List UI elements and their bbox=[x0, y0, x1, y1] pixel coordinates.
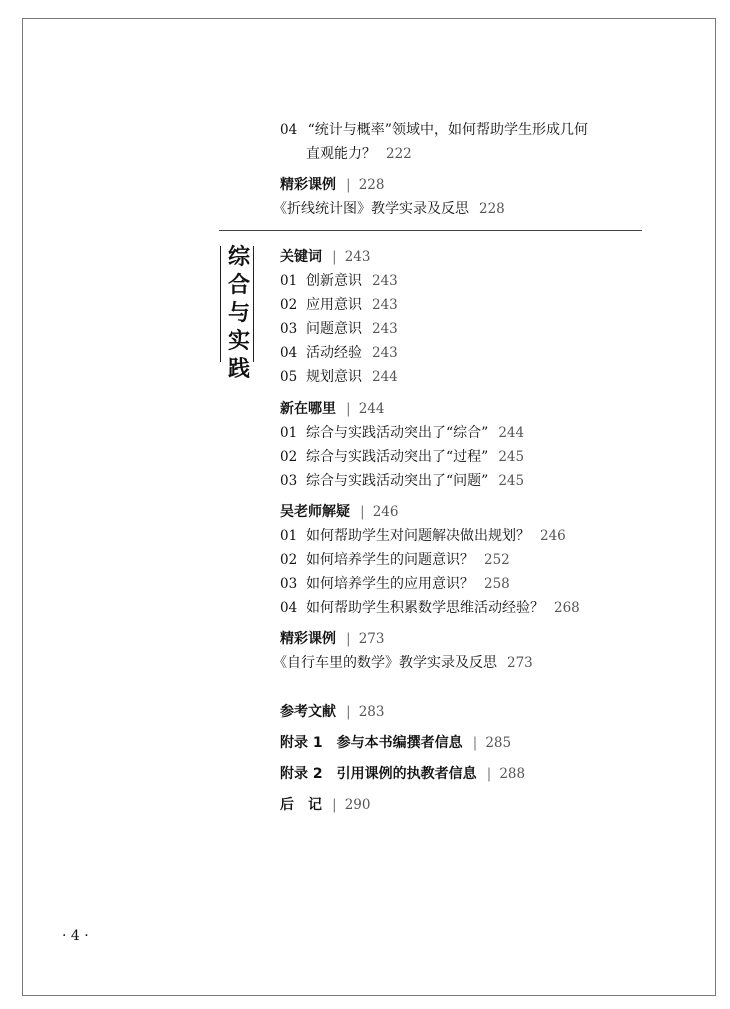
entry-number: 05 bbox=[280, 369, 298, 385]
toc-entry[interactable] bbox=[280, 551, 510, 569]
entry-text: 活动经验 bbox=[306, 345, 362, 361]
entry-page: 245 bbox=[498, 473, 525, 489]
separator: | bbox=[472, 735, 478, 751]
entry-text: 综合与实践活动突出了“问题” bbox=[306, 473, 489, 489]
toc-entry-case[interactable] bbox=[273, 654, 533, 672]
toc-entry[interactable] bbox=[280, 599, 580, 617]
separator: | bbox=[346, 401, 351, 417]
heading-page: 228 bbox=[358, 177, 385, 193]
entry-page: 246 bbox=[540, 528, 566, 544]
entry-label: 附录 2 引用课例的执教者信息 bbox=[280, 766, 477, 782]
page-number: · 4 · bbox=[62, 928, 89, 944]
separator: | bbox=[332, 249, 337, 265]
entry-number: 04 bbox=[280, 345, 298, 361]
entry-text: 综合与实践活动突出了“综合” bbox=[306, 425, 489, 441]
entry-number: 03 bbox=[280, 576, 298, 592]
entry-page: 283 bbox=[358, 704, 385, 720]
section-heading[interactable] bbox=[280, 176, 385, 194]
separator: | bbox=[346, 177, 351, 193]
entry-number: 03 bbox=[280, 321, 298, 337]
heading-text: 吴老师解疑 bbox=[280, 504, 350, 520]
entry-text: 如何帮助学生对问题解决做出规划？ bbox=[306, 528, 530, 544]
entry-page: 290 bbox=[344, 797, 371, 813]
entry-page: 258 bbox=[484, 576, 510, 592]
qa-heading[interactable] bbox=[280, 503, 399, 521]
entry-number: 04 bbox=[280, 122, 298, 138]
entry-text: 《折线统计图》教学实录及反思 bbox=[273, 201, 469, 217]
back-matter-entry[interactable] bbox=[280, 765, 525, 783]
toc-entry[interactable] bbox=[280, 472, 524, 490]
entry-label: 附录 1 参与本书编撰者信息 bbox=[280, 735, 463, 751]
entry-page: 273 bbox=[507, 655, 533, 671]
entry-text: 如何培养学生的应用意识？ bbox=[306, 576, 474, 592]
separator: | bbox=[360, 504, 365, 520]
case-heading[interactable] bbox=[280, 630, 385, 648]
separator: | bbox=[332, 797, 337, 813]
heading-page: 273 bbox=[358, 631, 385, 647]
entry-page: 243 bbox=[372, 345, 398, 361]
entry-number: 02 bbox=[280, 297, 298, 313]
heading-text: 新在哪里 bbox=[280, 401, 336, 417]
entry-text: 如何培养学生的问题意识？ bbox=[306, 552, 474, 568]
entry-page: 228 bbox=[479, 201, 505, 217]
toc-entry[interactable] bbox=[280, 424, 524, 442]
title-char: 实 bbox=[227, 329, 250, 354]
toc-entry[interactable] bbox=[280, 320, 398, 338]
toc-entry-case[interactable] bbox=[273, 200, 505, 218]
entry-number: 03 bbox=[280, 473, 298, 489]
entry-page: 245 bbox=[498, 449, 525, 465]
title-bar-left bbox=[220, 246, 221, 362]
separator: | bbox=[346, 704, 351, 720]
heading-text: 关键词 bbox=[280, 249, 322, 265]
keywords-heading[interactable] bbox=[280, 248, 371, 266]
back-matter-entry[interactable] bbox=[280, 703, 385, 721]
back-matter-entry[interactable] bbox=[280, 796, 371, 814]
entry-number: 02 bbox=[280, 449, 298, 465]
back-matter-entry[interactable] bbox=[280, 734, 511, 752]
entry-text: 规划意识 bbox=[306, 369, 362, 385]
entry-page: 243 bbox=[372, 297, 398, 313]
entry-page: 243 bbox=[372, 321, 398, 337]
entry-text: 应用意识 bbox=[306, 297, 362, 313]
heading-page: 243 bbox=[344, 249, 371, 265]
title-char: 综 bbox=[227, 245, 250, 270]
entry-page: 243 bbox=[372, 273, 398, 289]
separator: | bbox=[486, 766, 492, 782]
toc-entry[interactable] bbox=[280, 296, 398, 314]
heading-text: 精彩课例 bbox=[280, 177, 336, 193]
title-char: 践 bbox=[227, 357, 250, 382]
entry-number: 02 bbox=[280, 552, 298, 568]
toc-entry[interactable] bbox=[280, 344, 398, 362]
entry-text: 问题意识 bbox=[306, 321, 362, 337]
entry-number: 01 bbox=[280, 273, 298, 289]
toc-entry[interactable] bbox=[280, 272, 398, 290]
entry-text: 综合与实践活动突出了“过程” bbox=[306, 449, 489, 465]
toc-entry-04[interactable] bbox=[280, 121, 588, 139]
entry-label: 后 记 bbox=[280, 797, 322, 813]
entry-text: “统计与概率”领域中，如何帮助学生形成几何 bbox=[307, 122, 588, 138]
entry-number: 01 bbox=[280, 528, 298, 544]
heading-page: 244 bbox=[358, 401, 385, 417]
entry-label: 参考文献 bbox=[280, 704, 336, 720]
entry-page: 285 bbox=[485, 735, 512, 751]
separator: | bbox=[346, 631, 351, 647]
toc-entry[interactable] bbox=[280, 527, 566, 545]
entry-text: 《自行车里的数学》教学实录及反思 bbox=[273, 655, 497, 671]
toc-entry[interactable] bbox=[280, 448, 524, 466]
heading-text: 精彩课例 bbox=[280, 631, 336, 647]
toc-entry[interactable] bbox=[280, 575, 510, 593]
entry-page: 222 bbox=[386, 146, 412, 162]
toc-entry[interactable] bbox=[280, 368, 398, 386]
entry-text: 创新意识 bbox=[306, 273, 362, 289]
entry-text: 直观能力？ bbox=[306, 146, 376, 162]
entry-text: 如何帮助学生积累数学思维活动经验？ bbox=[306, 600, 544, 616]
entry-page: 244 bbox=[372, 369, 398, 385]
section-title-vertical bbox=[224, 244, 254, 384]
entry-number: 04 bbox=[280, 600, 298, 616]
title-char: 与 bbox=[227, 301, 250, 326]
entry-page: 288 bbox=[499, 766, 526, 782]
whats-new-heading[interactable] bbox=[280, 400, 385, 418]
heading-page: 246 bbox=[372, 504, 399, 520]
title-char: 合 bbox=[227, 273, 250, 298]
toc-entry-04-continued[interactable] bbox=[306, 145, 412, 163]
entry-page: 268 bbox=[554, 600, 580, 616]
entry-number: 01 bbox=[280, 425, 298, 441]
entry-page: 252 bbox=[484, 552, 510, 568]
section-divider bbox=[219, 230, 642, 231]
entry-page: 244 bbox=[498, 425, 525, 441]
